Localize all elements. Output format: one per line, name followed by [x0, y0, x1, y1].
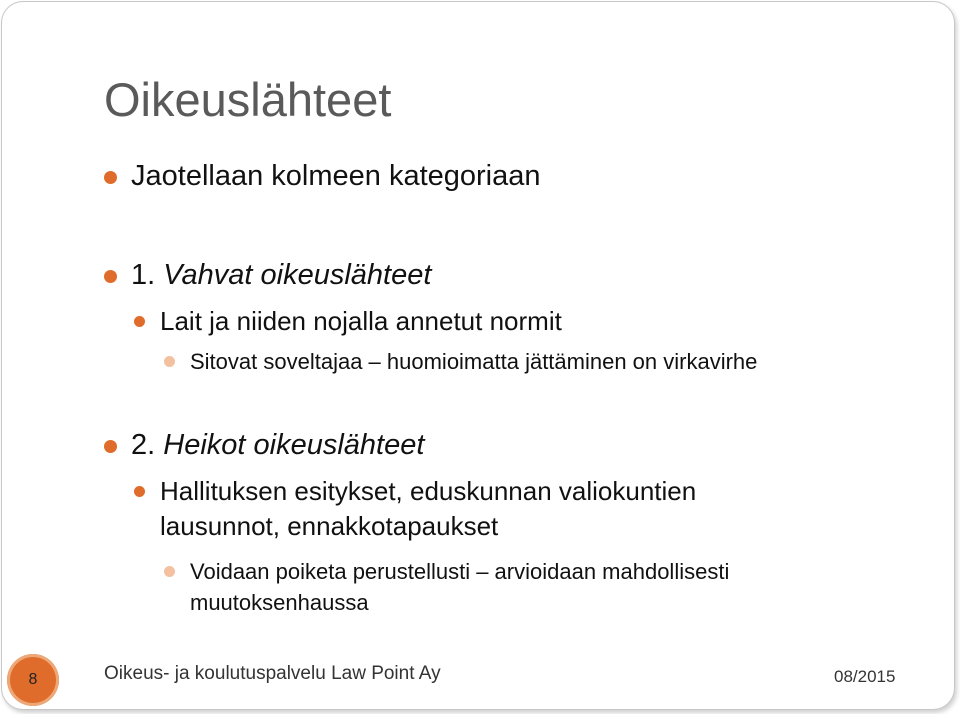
slide-title: Oikeuslähteet — [104, 73, 392, 126]
strong-sub-text: Lait ja niiden nojalla annetut normit — [160, 306, 562, 336]
bullet-dot-icon — [134, 316, 145, 327]
bullet-dot-icon — [164, 356, 175, 367]
footer-date: 08/2015 — [834, 667, 896, 686]
weak-detail-text-line2: muutoksenhaussa — [190, 590, 369, 615]
weak-detail-text-line1: Voidaan poiketa perustellusti – arvioidaan mahdollisesti — [190, 559, 730, 584]
weak-sub-text-line2: lausunnot, ennakkotapaukset — [160, 511, 499, 541]
weak-number: 2. — [131, 429, 156, 461]
weak-heading-text: Heikot oikeuslähteet — [163, 429, 425, 461]
footer-organization: Oikeus- ja koulutuspalvelu Law Point Ay — [104, 663, 441, 684]
strong-detail-text: Sitovat soveltajaa – huomioimatta jättäminen on virkavirhe — [190, 349, 758, 374]
bullet-intro-text: Jaotellaan kolmeen kategoriaan — [131, 160, 541, 192]
bullet-dot-icon — [104, 440, 117, 453]
slide-number: 8 — [28, 671, 38, 688]
bullet-dot-icon — [104, 171, 117, 184]
strong-number: 1. — [131, 259, 156, 291]
weak-sub-text-line1: Hallituksen esitykset, eduskunnan valiokuntien — [160, 476, 697, 506]
strong-heading-text: Vahvat oikeuslähteet — [163, 259, 432, 291]
bullet-dot-icon — [134, 486, 145, 497]
bullet-dot-icon — [164, 566, 175, 577]
bullet-dot-icon — [104, 270, 117, 283]
